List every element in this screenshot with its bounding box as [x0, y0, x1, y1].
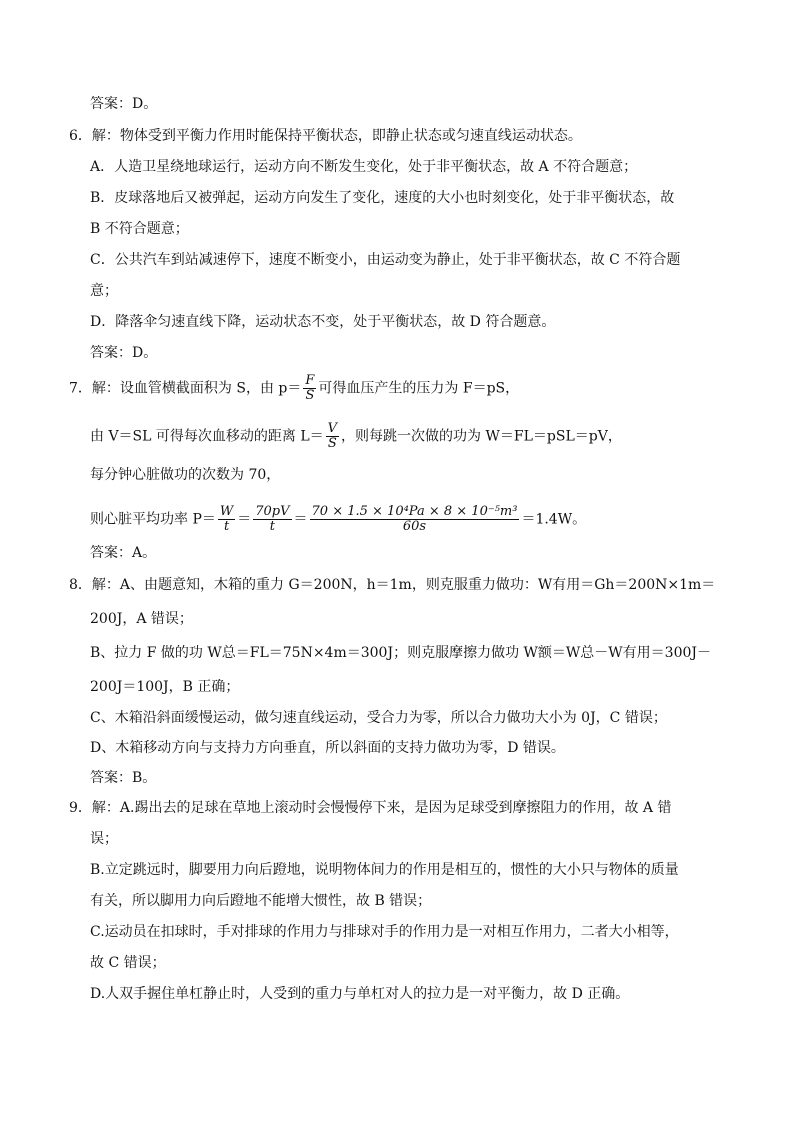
- q6-option-c-line2: 意；: [90, 283, 118, 299]
- q9-line3: B.立定跳远时，脚要用力向后蹬地，说明物体间力的作用是相互的，惯性的大小只与物体的质量: [90, 862, 679, 878]
- q9-line1: [69, 798, 672, 818]
- q7-line4-text: 则心脏平均功率 P＝: [90, 511, 216, 528]
- power-fraction-1-denominator: t: [223, 519, 230, 534]
- q8-line2: 200J，A 错误；: [90, 611, 193, 627]
- q8-line1-text: 解：A、由题意知，木箱的重力 G＝200N，h＝1m，则克服重力做功：W有用＝Gh＝200N×1m＝: [91, 577, 716, 593]
- q6-option-d: D．降落伞匀速直线下降，运动状态不变，处于平衡状态，故 D 符合题意。: [90, 314, 556, 330]
- q8-line1: [69, 575, 715, 595]
- length-fraction: [326, 422, 339, 451]
- q8-line6: D、木箱移动方向与支持力方向垂直，所以斜面的支持力做功为零，D 错误。: [90, 740, 565, 756]
- q7-line2: [90, 422, 622, 451]
- q7-line2-tail: ，则每跳一次做的功为 W＝FL＝pSL＝pV，: [341, 428, 622, 445]
- q7-answer: 答案：A。: [90, 545, 157, 561]
- q8-line4: 200J＝100J，B 正确；: [90, 679, 240, 695]
- q7-number: 7．: [69, 380, 92, 397]
- equals-sign-1: ＝: [237, 511, 252, 528]
- q7-line4-tail: ＝1.4W。: [521, 511, 587, 528]
- power-fraction-3-numerator: 70 × 1.5 × 10⁴Pa × 8 × 10⁻⁵m³: [311, 504, 518, 519]
- pressure-fraction-numerator: F: [305, 373, 315, 388]
- q9-line1-text: 解：A.踢出去的足球在草地上滚动时会慢慢停下来，是因为足球受到摩擦阻力的作用，故 A 错: [91, 800, 672, 816]
- q9-line7: D.人双手握住单杠静止时，人受到的重力与单杠对人的拉力是一对平衡力，故 D 正确。: [90, 986, 630, 1002]
- length-fraction-numerator: V: [327, 421, 338, 436]
- q7-line1: [69, 374, 519, 403]
- q7-line3: 每分钟心脏做功的次数为 70，: [90, 467, 281, 483]
- q7-line1-text: 解：设血管横截面积为 S，由 p＝: [91, 380, 302, 397]
- power-fraction-1: [218, 505, 235, 534]
- q7-line4: [90, 505, 586, 534]
- power-fraction-1-numerator: W: [219, 504, 234, 519]
- power-fraction-3-denominator: 60s: [402, 519, 427, 534]
- q6-option-b-line2: B 不符合题意；: [90, 221, 189, 237]
- q8-line3: B、拉力 F 做的功 W总＝FL＝75N×4m＝300J；则克服摩擦力做功 W额＝W总－W有用＝300J－: [90, 645, 712, 661]
- q6-intro-line: [69, 126, 582, 146]
- q9-line6: 故 C 错误；: [90, 955, 166, 971]
- power-fraction-2-denominator: t: [269, 519, 275, 534]
- q9-line5: C.运动员在扣球时，手对排球的作用力与排球对手的作用力是一对相互作用力，二者大小相等，: [90, 924, 679, 940]
- q5-answer: 答案：D。: [90, 96, 158, 112]
- power-fraction-3: [310, 505, 520, 534]
- q8-line5: C、木箱沿斜面缓慢运动，做匀速直线运动，受合力为零，所以合力做功大小为 0J，C 错误；: [90, 710, 667, 726]
- q6-answer: 答案：D。: [90, 345, 158, 361]
- q9-line2: 误；: [90, 831, 118, 847]
- q6-option-c-line1: C．公共汽车到站减速停下，速度不断变小，由运动变为静止，处于非平衡状态，故 C 不符合题: [90, 252, 681, 268]
- power-fraction-2-numerator: 70pV: [255, 504, 290, 519]
- q8-number: 8．: [69, 577, 92, 593]
- q7-line1-tail: 可得血压产生的压力为 F＝pS，: [318, 380, 520, 397]
- q9-line4: 有关，所以脚用力向后蹬地不能增大惯性，故 B 错误；: [90, 893, 432, 909]
- q6-option-a: A．人造卫星绕地球运行，运动方向不断发生变化，处于非平衡状态，故 A 不符合题意；: [90, 159, 638, 175]
- q9-number: 9．: [69, 800, 92, 816]
- power-fraction-2: [253, 505, 291, 534]
- q6-intro: 解：物体受到平衡力作用时能保持平衡状态，即静止状态或匀速直线运动状态。: [91, 128, 582, 144]
- q8-answer: 答案：B。: [90, 770, 157, 786]
- length-fraction-denominator: S: [327, 436, 337, 451]
- pressure-fraction: [303, 374, 316, 403]
- q6-number: 6．: [69, 128, 92, 144]
- q7-line2-text: 由 V＝SL 可得每次血移动的距离 L＝: [90, 428, 324, 445]
- q6-option-b-line1: B．皮球落地后又被弹起，运动方向发生了变化，速度的大小也时刻变化，处于非平衡状态，故: [90, 190, 675, 206]
- equals-sign-2: ＝: [293, 511, 308, 528]
- pressure-fraction-denominator: S: [305, 388, 315, 403]
